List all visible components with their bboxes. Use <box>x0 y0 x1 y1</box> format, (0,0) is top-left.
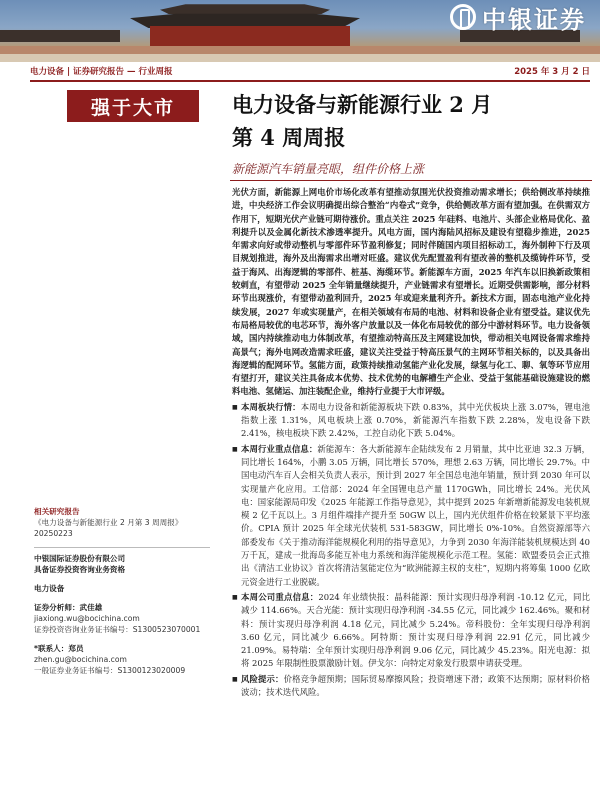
analyst-name: 证券分析师：武佳雄 <box>34 603 103 612</box>
bullet-head: 本周行业重点信息： <box>241 443 318 454</box>
banner-roof-top <box>160 0 330 14</box>
bullet-text: 新能源车：各大新能源车企陆续发布 2 月销量，其中比亚迪 32.3 万辆，同比增长 164%，小鹏 3.05 万辆，同比增长 570%，理想 2.63 万辆，同比增长 29.7%。中国电动汽车百人会相关负责人表示，预计到 2027 年全国总电池年销量，预计到 2030 年可以实现量产化应用。工信部：2024 年全国锂电总产量 1170GWh，同比增长 24%。光伏风电：国家能源局印发《2025 年能源工作指导意见》，其中提到 2025 年新增新能源发电装机规模 2 亿千瓦以上。3 月组件端排产提升至 50GW 以上，国内光伏组件价格在较紧景下平均涨价。CPIA 预计 2025 年全球光伏装机 531-583GW，同比增长 0%-10%。自然资源部等六部委发布《关于推动海洋能规模化利用的指导意见》，力争到 2030 年海洋能装机规模达到 40 万千瓦，建成一批海岛多能互补电力系统和海洋能规模化示范工程。氢能：欧盟委员会正式推出《清洁工业协议》首次将清洁氢能定位为“欧洲能源主权的支柱”，短期内将筹集 1000 亿欧元资金进行工业脱碳。 <box>241 443 591 587</box>
bullet-text: 2024 年业绩快报：晶科能源：预计实现归母净利润 -10.12 亿元，同比减少 114.66%。天合光能：预计实现归母净利润 -34.55 亿元，同比减少 162.46%。聚和材料：预计实现归母净利润 4.18 亿元，同比减少 5.24%。帝科股份：全年实现归母净利润 3.60 亿元，同比减少 6.66%。阿特斯：预计实现归母净利润 22.91 亿元，同比减少 21.09%。易特瑞：全年预计实现归母净利润 9.06 亿元，同比减少 45.23%。阳光电源：拟将 2025 年限制性股票激励计划。伊戈尔：向特定对象发行股票申请获受理。 <box>241 591 591 669</box>
analyst-email[interactable]: jiaxiong.wu@bocichina.com <box>34 614 140 623</box>
company-logo <box>450 2 586 32</box>
intro-paragraph: 光伏方面，新能源上网电价市场化改革有望推动氛围光伏投资推动需求增长；供给侧改革持续推进，中央经济工作会议明确提出综合整治“内卷式”竞争，供给侧改革方面有望加强。在供需双方作用下，短期光伏产业链可期待涨价。重点关注 2025 年硅料、电池片、头部企业格局优化、盈利提升以及金属化新技术渗透率提升。风电方面，国内海陆风招标及建设有望稳步推进，2025 年需求向好或带动整机与零部件环节盈利修复；同时伴随国内项目招标动工，海外制种下行及项目规划推进，海外及出海需求出增对旺盛。建议优先配置盈利有望改善的整机及缆铸件环节，受益于海风、出海逻辑的零部件、桩基、海缆环节。新能源车方面，2025 年汽车以旧换新政策相较刺直，有望带动 2025 全年销量继续提升，产业链需求有望增长。近期受供需影响，部分材料环节出现涨价，有望带动盈利回升，2025 年或迎来量利齐升。新技术方面，固态电池产业化持续发展，2027 年或实现量产，在相关领域有布局的电池、材料和设备企业有望受益。建议优先布局格局较优的电芯环节，海外客户放量以及一体化布局较优的部分中游材料环节。电力设备领域，国内持续推动电力体制改革，有望推动特高压及主网建设加快，带动相关电网设备需求维持高景气；海外电网改造需求旺盛，建议关注受益于特高压景气的主网环节相关标的，以及具备出海逻辑的配网环节。氢能方面，政策持续推动氢能产业化发展，绿氢与化工、聊、氧等环节应用有望打开，建议关注具备成本优势、技术优势的电解槽生产企业、受益于氢能基础设施建设的燃料电池、氢储运、加注装配企业，维持行业提于大市评级。 <box>232 187 590 397</box>
company-info <box>34 553 210 575</box>
report-subtitle: 新能源汽车销量亮眼，组件价格上涨 <box>232 162 425 176</box>
header-banner <box>0 0 600 62</box>
breadcrumb: 电力设备 | 证券研究报告 — 行业周报 <box>30 67 173 77</box>
banner-ground <box>0 54 600 62</box>
title-line-2: 第 4 周周报 <box>232 125 346 150</box>
logo-icon <box>450 4 476 30</box>
title-divider <box>230 180 592 181</box>
main-content <box>232 186 590 699</box>
company-name: 中银国际证券股份有限公司 <box>34 554 126 563</box>
bullet-head: 风险提示： <box>241 673 284 684</box>
related-reports <box>34 506 210 539</box>
left-sidebar <box>34 506 210 684</box>
bullet-company <box>232 591 590 671</box>
sidebar-divider <box>34 547 210 548</box>
contact-email[interactable]: zhen.gu@bocichina.com <box>34 655 127 664</box>
bullet-risk <box>232 673 590 700</box>
qualification: 具备证券投资咨询业务资格 <box>34 565 126 574</box>
title-line-1: 电力设备与新能源行业 2 月 <box>232 92 493 117</box>
contact-block <box>34 643 210 676</box>
banner-roof-left <box>0 30 120 42</box>
sector-block <box>34 583 210 594</box>
sector-name: 电力设备 <box>34 584 65 593</box>
banner-hall <box>150 26 350 48</box>
bullet-head: 本周公司重点信息： <box>241 591 319 602</box>
rating-badge: 强于大市 <box>67 90 199 122</box>
bullet-market <box>232 401 590 441</box>
bullet-text: 本周电力设备和新能源板块下跌 0.83%，其中光伏板块上涨 3.07%，锂电池指数上涨 1.31%，风电板块上涨 0.70%，新能源汽车指数下跌 2.28%，发电设备下跌 2.41%，核电板块下跌 2.42%，工控自动化下跌 5.04%。 <box>241 401 591 439</box>
related-report-link[interactable]: 《电力设备与新能源行业 2 月第 3 周周报》20250223 <box>34 518 183 538</box>
bullet-industry <box>232 443 590 589</box>
report-title <box>232 88 592 154</box>
bullet-head: 本周板块行情： <box>241 401 301 412</box>
analyst-block <box>34 602 210 635</box>
report-date: 2025 年 3 月 2 日 <box>514 67 590 77</box>
contact-name: *联系人：郑员 <box>34 644 84 653</box>
header-divider <box>30 80 590 82</box>
sub-header <box>30 62 590 80</box>
analyst-cert: 证券投资咨询业务证书编号：S1300523070001 <box>34 625 201 634</box>
bullet-text: 价格竞争超预期；国际贸易摩擦风险；投资增速下滑；政策不达预期；原材料价格波动；技术迭代风险。 <box>241 673 590 697</box>
contact-cert: 一般证券业务证书编号：S1300123020009 <box>34 666 186 675</box>
logo-text: 中银证券 <box>482 5 586 34</box>
related-label: 相关研究报告 <box>34 507 80 516</box>
